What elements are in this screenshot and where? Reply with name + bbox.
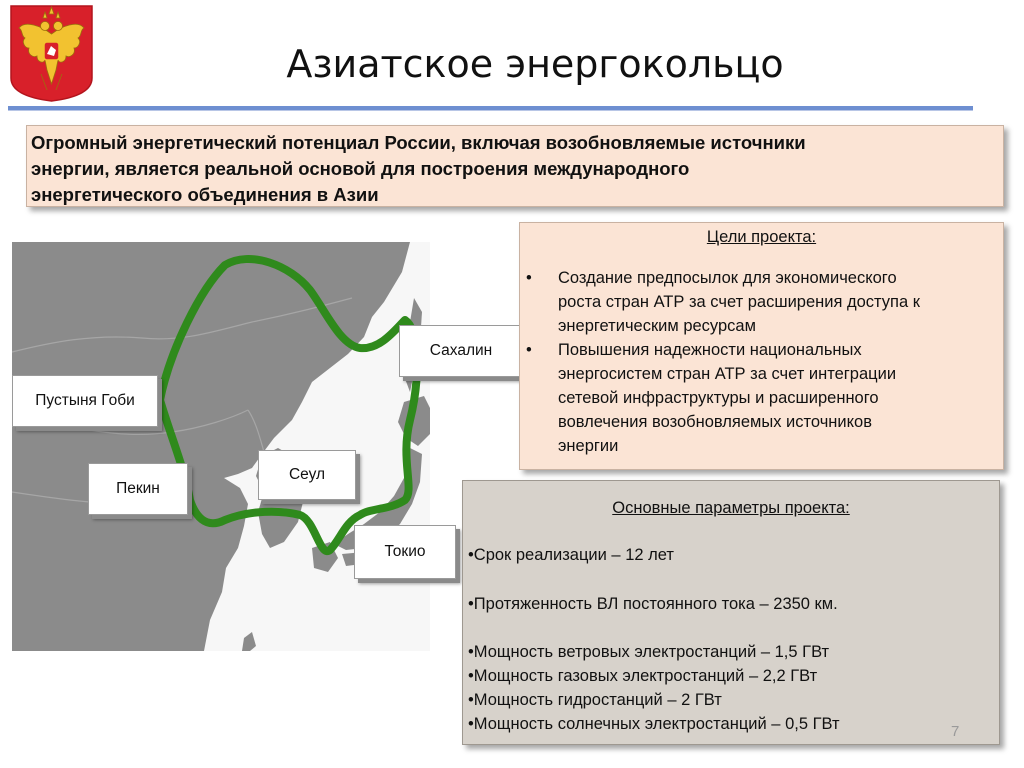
label-beijing: Пекин xyxy=(88,463,188,515)
title-divider-shadow xyxy=(8,110,973,111)
goal-2-line-1: Повышения надежности национальных xyxy=(558,341,862,359)
intro-line-3: энергетического объединения в Азии xyxy=(31,184,379,205)
project-goals-box xyxy=(519,222,1004,470)
goal-2-line-2: энергосистем стран АТР за счет интеграции xyxy=(558,365,897,383)
project-parameters-box xyxy=(462,480,1000,745)
goal-1-line-1: Создание предпосылок для экономического xyxy=(558,269,897,287)
label-sakhalin: Сахалин xyxy=(399,325,523,377)
param-gas-power: •Мощность газовых электростанций – 2,2 ГВт xyxy=(468,667,818,685)
goal-2-line-3: сетевой инфраструктуры и расширенного xyxy=(558,389,879,407)
goal-item xyxy=(520,338,1003,458)
page-number: 7 xyxy=(951,723,960,740)
label-seoul: Сеул xyxy=(258,450,356,500)
goal-item xyxy=(520,266,1003,338)
page-title: Азиатское энергокольцо xyxy=(286,42,784,86)
label-gobi-desert: Пустыня Гоби xyxy=(12,375,158,427)
param-line-length: •Протяженность ВЛ постоянного тока – 2350 км. xyxy=(468,595,838,613)
param-term: •Срок реализации – 12 лет xyxy=(468,546,674,564)
goal-2-line-4: вовлечения возобновляемых источников xyxy=(558,413,872,431)
bullet-icon: • xyxy=(526,269,532,287)
goal-1-line-3: энергетическим ресурсам xyxy=(558,317,756,335)
east-asia-map xyxy=(12,242,430,651)
param-solar-power: •Мощность солнечных электростанций – 0,5 ГВт xyxy=(468,715,840,733)
intro-callout xyxy=(26,125,1004,207)
intro-line-2: энергии, является реальной основой для построения международного xyxy=(31,158,690,179)
label-tokyo: Токио xyxy=(354,525,456,579)
param-hydro-power: •Мощность гидростанций – 2 ГВт xyxy=(468,691,722,709)
params-title: Основные параметры проекта: xyxy=(612,499,850,517)
bullet-icon: • xyxy=(526,341,532,359)
goal-2-line-5: энергии xyxy=(558,437,619,455)
goals-title: Цели проекта: xyxy=(706,228,817,246)
param-wind-power: •Мощность ветровых электростанций – 1,5 ГВт xyxy=(468,643,830,661)
goals-list xyxy=(520,266,1003,458)
intro-line-1: Огромный энергетический потенциал России, включая возобновляемые источники xyxy=(31,132,806,153)
goal-1-line-2: роста стран АТР за счет расширения доступа к xyxy=(558,293,920,311)
